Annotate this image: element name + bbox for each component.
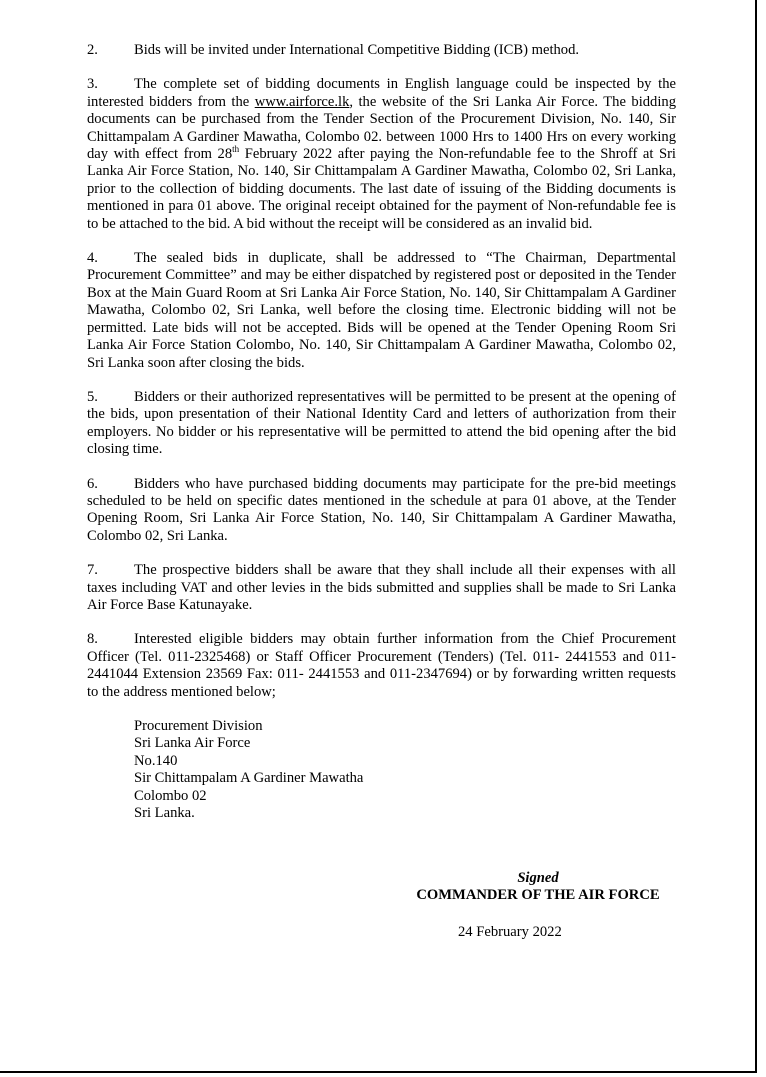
- signatory-title: COMMANDER OF THE AIR FORCE: [416, 887, 660, 904]
- paragraph-text: The prospective bidders shall be aware that they shall include all their expenses with all taxes including VAT and other levies in the bids submitted and supplies shall be made to Sri Lanka Air Force Base Katunayake.: [87, 562, 676, 613]
- paragraph-6: [87, 476, 676, 546]
- paragraph-number: 3.: [87, 76, 98, 93]
- paragraph-text: Bidders or their authorized representatives will be permitted to be present at the opening of the bids, upon presentation of their National Identity Card and letters of authorization from their employers. No bidder or his representative will be permitted to attend the bid opening after the bid closing time.: [87, 388, 676, 458]
- address-line: No.140: [134, 752, 178, 769]
- paragraph-number: 5.: [87, 388, 98, 405]
- paragraph-7: [87, 562, 676, 614]
- address-line: Sri Lanka.: [134, 804, 195, 821]
- address-line: Colombo 02: [134, 787, 207, 804]
- signature-block: [409, 870, 667, 905]
- paragraph-text: , the website of the Sri Lanka Air Force. The bidding documents can be purchased from the Tender Section of the Procurement Division, No. 140, Sir Chittampalam A Gardiner Mawatha, Colombo 02. between 1000 Hrs to 1400 Hrs on every working day with effect from 28: [87, 93, 676, 163]
- ordinal-suffix: th: [232, 144, 240, 155]
- paragraph-4: [87, 250, 676, 372]
- document-body: [87, 42, 676, 839]
- address-line: Sri Lanka Air Force: [134, 735, 251, 752]
- postal-address: [134, 718, 676, 822]
- paragraph-3: [87, 76, 676, 233]
- paragraph-text: Interested eligible bidders may obtain further information from the Chief Procurement Officer (Tel. 011-2325468) or Staff Officer Procurement (Tenders) (Tel. 011- 2441553 and 011-2441044 Extension 23569 Fax: 011- 2441553 and 011-2347694) or by forwarding written requests to the address mentioned below;: [87, 631, 676, 700]
- address-line: Procurement Division: [134, 718, 263, 734]
- signed-label: Signed: [517, 870, 559, 886]
- paragraph-5: [87, 389, 676, 459]
- paragraph-text: The complete set of bidding documents in English language could be inspected by the interested bidders from the: [87, 76, 676, 110]
- address-line: Sir Chittampalam A Gardiner Mawatha: [134, 770, 364, 787]
- paragraph-number: 2.: [87, 42, 98, 58]
- document-date: 24 February 2022: [458, 924, 562, 940]
- paragraph-text: Bids will be invited under International Competitive Bidding (ICB) method.: [134, 42, 580, 58]
- paragraph-2: [87, 42, 676, 59]
- paragraph-number: 8.: [87, 631, 98, 648]
- paragraph-text: Bidders who have purchased bidding documents may participate for the pre-bid meetings scheduled to be held on specific dates mentioned in the schedule at para 01 above, at the Tender Opening Room, Sri Lanka Air Force Station, No. 140, Sir Chittampalam A Gardiner Mawatha, Colombo 02, Sri Lanka.: [87, 475, 676, 544]
- website-link[interactable]: www.airforce.lk: [254, 93, 350, 110]
- paragraph-text: February 2022 after paying the Non-refundable fee to the Shroff at Sri Lanka Air Force Station, No. 140, Sir Chittampalam A Gardiner Mawatha, Colombo 02, Sri Lanka, prior to the collection of bidding documents. The last date of issuing of the Bidding documents is mentioned in para 01 above. The original receipt obtained for the payment of Non-refundable fee is to be attached to the bid. A bid without the receipt will be considered as an invalid bid.: [87, 146, 676, 232]
- paragraph-8: [87, 631, 676, 701]
- paragraph-number: 4.: [87, 250, 98, 267]
- paragraph-text: The sealed bids in duplicate, shall be addressed to “The Chairman, Departmental Procurement Committee” and may be either dispatched by registered post or deposited in the Tender Box at the Main Guard Room at Sri Lanka Air Force Station, No. 140, Sir Chittampalam A Gardiner Mawatha, Colombo 02, Sri Lanka, well before the closing time. Electronic bidding will not be permitted. Late bids will not be accepted. Bids will be opened at the Tender Opening Room Sri Lanka Air Force Station Colombo, No. 140, Sir Chittampalam A Gardiner Mawatha, Colombo 02, Sri Lanka soon after closing the bids.: [87, 250, 676, 371]
- paragraph-number: 6.: [87, 475, 98, 492]
- paragraph-number: 7.: [87, 562, 98, 579]
